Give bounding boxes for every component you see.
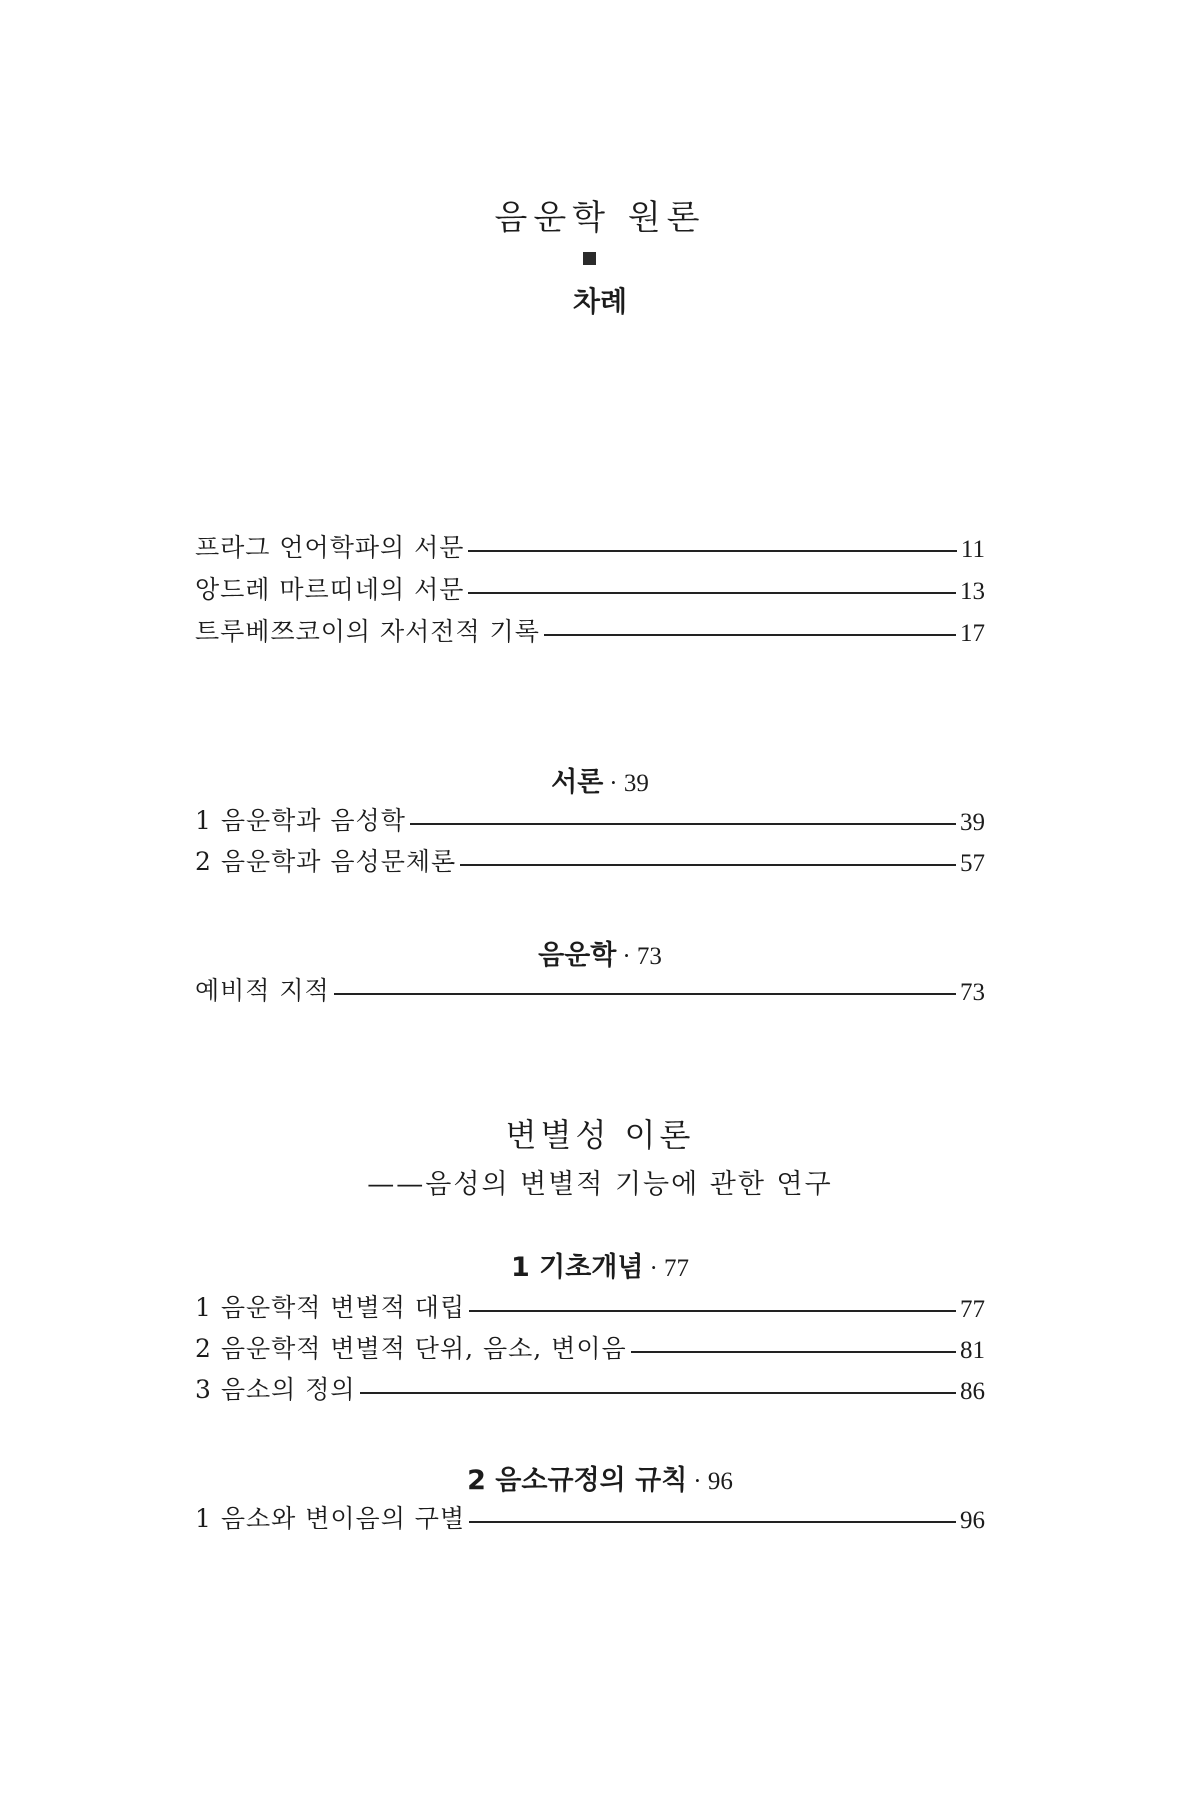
entry-page: 86 — [960, 1378, 985, 1405]
dot-leader — [468, 550, 957, 552]
entry-page: 96 — [960, 1507, 985, 1534]
entry-page: 13 — [960, 578, 985, 605]
section-page: · 77 — [649, 1255, 690, 1282]
toc-entry[interactable] — [195, 614, 985, 648]
entry-label: 1 음운학과 음성학 — [195, 806, 406, 835]
section-page: · 96 — [693, 1468, 733, 1495]
section-heading-intro — [0, 760, 1200, 799]
entry-page: 73 — [960, 979, 985, 1006]
section-title: 음운학 — [538, 940, 617, 971]
entry-label: 프라그 언어학파의 서문 — [195, 533, 465, 562]
section-title: 2 음소규정의 규칙 — [467, 1465, 688, 1496]
section-page: · 73 — [622, 943, 662, 970]
section-page: · 39 — [609, 770, 649, 797]
entry-page: 77 — [960, 1296, 985, 1323]
toc-entry[interactable] — [195, 973, 985, 1007]
toc-entry[interactable] — [195, 803, 985, 837]
dot-leader — [410, 823, 956, 825]
toc-entry[interactable] — [195, 530, 985, 564]
entry-page: 17 — [960, 620, 985, 647]
entry-page: 39 — [960, 809, 985, 836]
book-title: 음운학 원론 — [494, 198, 706, 238]
section-heading-phonology — [0, 933, 1200, 972]
dot-leader — [360, 1392, 956, 1394]
dot-leader — [544, 634, 956, 636]
part-subtitle: ——음성의 변별적 기능에 관한 연구 — [367, 1169, 833, 1200]
entry-label: 2 음운학적 변별적 단위, 음소, 변이음 — [195, 1334, 627, 1363]
dot-leader — [469, 1310, 956, 1312]
entry-page: 81 — [960, 1337, 985, 1364]
entry-page: 57 — [960, 850, 985, 877]
entry-label: 예비적 지적 — [195, 976, 330, 1005]
entry-page: 11 — [960, 536, 985, 563]
chapter-heading-1 — [0, 1245, 1200, 1284]
entry-label: 1 음소와 변이음의 구별 — [195, 1504, 466, 1533]
toc-heading: 차례 — [572, 285, 628, 318]
dot-leader — [468, 592, 956, 594]
toc-entry[interactable] — [195, 1501, 985, 1535]
toc-entry[interactable] — [195, 572, 985, 606]
section-title: 1 기초개념 — [510, 1252, 644, 1283]
square-ornament-icon — [583, 252, 596, 265]
entry-label: 3 음소의 정의 — [195, 1375, 356, 1404]
entry-label: 2 음운학과 음성문체론 — [195, 847, 457, 876]
entry-label: 트루베쯔코이의 자서전적 기록 — [195, 617, 540, 646]
entry-label: 1 음운학적 변별적 대립 — [195, 1293, 466, 1322]
dot-leader — [460, 864, 956, 866]
chapter-heading-2 — [0, 1458, 1200, 1497]
dot-leader — [631, 1351, 956, 1353]
dot-leader — [334, 993, 956, 995]
dot-leader — [469, 1521, 956, 1523]
toc-entry[interactable] — [195, 1331, 985, 1365]
section-title: 서론 — [551, 767, 604, 798]
toc-entry[interactable] — [195, 1372, 985, 1406]
toc-entry[interactable] — [195, 844, 985, 878]
entry-label: 앙드레 마르띠네의 서문 — [195, 575, 465, 604]
part-title: 변별성 이론 — [505, 1116, 695, 1154]
toc-entry[interactable] — [195, 1290, 985, 1324]
